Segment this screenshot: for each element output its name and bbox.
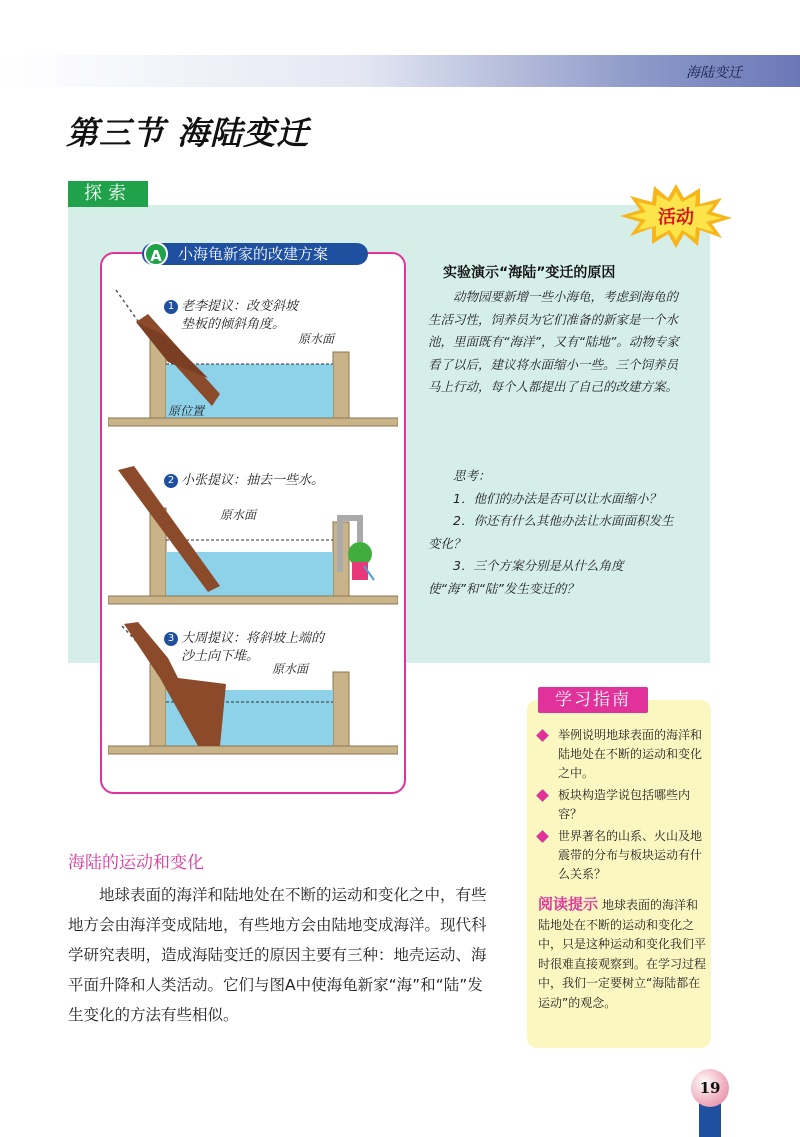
figure-a-title: 小海龟新家的改建方案 bbox=[142, 243, 368, 265]
guide-item-text: 板块构造学说包括哪些内容？ bbox=[558, 788, 691, 821]
proposal-2-line1: 小张提议：抽去一些水。 bbox=[181, 473, 325, 488]
think-question-2: 2．你还有什么其他办法让水面面积发生变化？ bbox=[428, 513, 674, 551]
section-body bbox=[68, 880, 498, 1030]
proposal-3-number: 3 bbox=[164, 632, 178, 646]
water-label-2: 原水面 bbox=[220, 508, 257, 522]
proposal-3-line1: 大周提议：将斜坡上端的 bbox=[181, 631, 325, 646]
section-heading: 海陆的运动和变化 bbox=[68, 853, 204, 873]
diamond-bullet-icon bbox=[536, 830, 549, 843]
study-guide-title: 学习指南 bbox=[538, 687, 648, 713]
guide-item bbox=[534, 827, 706, 884]
top-banner bbox=[0, 55, 800, 87]
activity-label: 活动 bbox=[658, 207, 694, 228]
guide-item bbox=[534, 786, 706, 824]
water-label-1: 原水面 bbox=[298, 332, 335, 346]
page-number: 19 bbox=[691, 1069, 729, 1107]
reading-tip-text: 地球表面的海洋和陆地处在不断的运动和变化之中，只是这种运动和变化我们平时很难直接观察到。在学习过程中，我们一定要树立“海陆都在运动”的观念。 bbox=[538, 898, 707, 1010]
reading-tip bbox=[538, 895, 706, 1013]
proposal-2-text bbox=[164, 472, 324, 490]
diamond-bullet-icon bbox=[536, 729, 549, 742]
experiment-body bbox=[428, 286, 684, 399]
guide-item-text: 举例说明地球表面的海洋和陆地处在不断的运动和变化之中。 bbox=[558, 728, 703, 780]
proposal-1-text bbox=[164, 298, 298, 334]
proposal-3-line2: 沙土向下堆。 bbox=[181, 649, 260, 664]
proposal-1-number: 1 bbox=[164, 300, 178, 314]
think-question-3: 3．三个方案分别是从什么角度使“海”和“陆”发生变迁的？ bbox=[428, 558, 624, 596]
experiment-paragraph: 动物园要新增一些小海龟，考虑到海龟的生活习性，饲养员为它们准备的新家是一个水池，里面既有“海洋”，又有“陆地”。动物专家看了以后，建议将水面缩小一些。三个饲养员马上行动，每个人都提出了自己的改建方案。 bbox=[428, 289, 679, 394]
think-label: 思考： bbox=[453, 468, 491, 483]
diamond-bullet-icon bbox=[536, 789, 549, 802]
figure-a-letter: A bbox=[144, 242, 168, 266]
study-guide-list bbox=[534, 726, 706, 887]
water-label-3: 原水面 bbox=[272, 662, 309, 676]
reading-tip-title: 阅读提示 bbox=[538, 895, 599, 913]
activity-badge bbox=[618, 182, 734, 248]
page-title: 第三节 海陆变迁 bbox=[66, 114, 310, 152]
experiment-title: 实验演示“海陆”变迁的原因 bbox=[443, 265, 616, 281]
proposal-1-line2: 垫板的倾斜角度。 bbox=[181, 317, 286, 332]
explore-tag: 探索 bbox=[68, 181, 148, 207]
section-paragraph: 地球表面的海洋和陆地处在不断的运动和变化之中，有些地方会由海洋变成陆地，有些地方会由陆地变成海洋。现代科学研究表明，造成海陆变迁的原因主要有三种：地壳运动、海平面升降和人类活动。它们与图A中使海龟新家“海”和“陆”发生变化的方法有些相似。 bbox=[68, 886, 487, 1024]
proposal-1-line1: 老李提议：改变斜坡 bbox=[181, 299, 299, 314]
think-question-1: 1．他们的办法是否可以让水面缩小？ bbox=[453, 490, 661, 506]
running-title: 海陆变迁 bbox=[686, 65, 742, 81]
think-block bbox=[428, 465, 684, 600]
position-label-1: 原位置 bbox=[168, 404, 205, 418]
guide-item-text: 世界著名的山系、火山及地震带的分布与板块运动有什么关系？ bbox=[558, 829, 703, 881]
guide-item bbox=[534, 726, 706, 783]
proposal-2-number: 2 bbox=[164, 474, 178, 488]
